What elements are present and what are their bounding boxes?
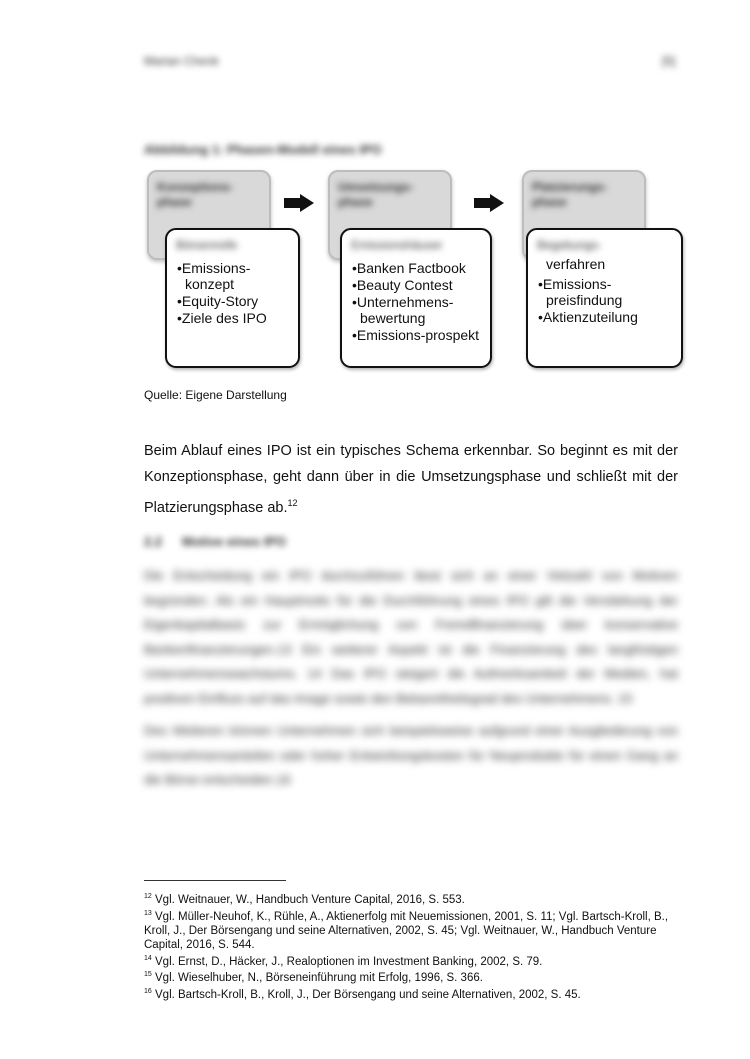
list-item-blurred: Emissionshäuser [351, 238, 443, 252]
phase-title: Konzeptions-phase [157, 180, 233, 209]
list-item: • Banken Factbook [352, 260, 488, 276]
footnote-number: 13 [144, 909, 152, 917]
section-paragraph-1: Die Entscheidung ein IPO durchzuführen lässt sich an einer Vielzahl von Motiven begründen. Als ein Hauptmotiv für die Durchführung eines IPO gilt die Verstärkung der Eigenkapitalbasis zur Ermöglichung von Fremdfinanzierung über konservative Bankenfinanzierungen.13 Ein weiterer Aspekt ist die Finanzierung des langfristigen Unternehmenswachstums. 14 Das IPO steigert die Aufmerksamkeit der Medien, hat positiven Einfluss auf das Image sowie den Bekanntheitsgrad des Unternehmens. 15 [144, 568, 678, 706]
footnote [144, 985, 678, 1002]
phase-content-box-umsetzung [340, 228, 492, 368]
footnote-text: Vgl. Wieselhuber, N., Börseneinführung mit Erfolg, 1996, S. 366. [155, 972, 483, 985]
phase-title: Platzierungs-phase [532, 180, 608, 209]
list-item-continuation: verfahren [546, 256, 606, 272]
list-item: • Equity-Story [177, 293, 295, 309]
footnote [144, 890, 678, 907]
figure-title: Abbildung 1: Phasen-Modell eines IPO [144, 142, 382, 157]
list-item: • Emissions-preisfindung [538, 276, 678, 308]
phase-title: Umsetzungs-phase [338, 180, 414, 209]
phase-item-list [352, 260, 488, 344]
phase-item-list [538, 276, 678, 326]
figure-source: Quelle: Eigene Darstellung [144, 388, 287, 402]
list-item-blurred: Börsenreife [176, 238, 238, 252]
footnote-number: 16 [144, 988, 152, 996]
footnote-text: Vgl. Ernst, D., Häcker, J., Realoptionen im Investment Banking, 2002, S. 79. [155, 955, 543, 968]
list-item: • Emissions-konzept [177, 260, 295, 292]
arrow-right-icon [474, 194, 504, 212]
running-header-author: Marian Chenk [144, 54, 219, 68]
footnote-ref: 12 [287, 498, 298, 508]
footnote-divider [144, 880, 286, 881]
section-heading [144, 534, 286, 549]
list-item-blurred: Begebungs- [537, 238, 602, 252]
footnote-text: Vgl. Weitnauer, W., Handbuch Venture Capital, 2016, S. 553. [155, 893, 465, 906]
section-title: Motive eines IPO [182, 534, 287, 549]
arrow-right-icon [284, 194, 314, 212]
list-item: • Ziele des IPO [177, 310, 295, 326]
list-item: • Beauty Contest [352, 277, 488, 293]
footnote-text: Vgl. Bartsch-Kroll, B., Kroll, J., Der Börsengang und seine Alternativen, 2002, S. 45. [155, 989, 581, 1002]
footnote-text: Vgl. Müller-Neuhof, K., Rühle, A., Aktienerfolg mit Neuemissionen, 2001, S. 11; Vgl. Bartsch-Kroll, B., Kroll, J., Der Börsengang und seine Alternativen, 2002, S. 45; Vgl. Weitnauer, W., Handbuch Venture Capital, 2016, S. 544. [144, 910, 669, 951]
list-item: • Aktienzuteilung [538, 309, 678, 325]
footnote [144, 952, 678, 969]
page-number: [5] [662, 54, 676, 68]
footnote-number: 12 [144, 893, 152, 900]
body-paragraph [144, 438, 678, 521]
phase-content-box-konzeption [165, 228, 300, 368]
footnote [144, 968, 678, 985]
footnote-number: 15 [144, 971, 152, 979]
footnote-number: 14 [144, 954, 152, 962]
list-item: • Emissions-prospekt [352, 327, 488, 343]
paragraph-text: Beim Ablauf eines IPO ist ein typisches Schema erkennbar. So beginnt es mit der Konzeptionsphase, geht dann über in die Umsetzungsphase und schließt mit der Platzierungsphase ab. [144, 443, 678, 516]
phase-content-box-platzierung [526, 228, 683, 368]
section-number: 2.2 [144, 534, 163, 549]
footnotes [144, 890, 678, 1002]
section-paragraph-2: Des Weiteren können Unternehmen sich beispielsweise aufgrund einer Ausgliederung von Unternehmensanteilen oder hoher Entwicklungskosten für Neuprodukte für einen Gang an die Börse entscheiden.16 [144, 723, 678, 787]
list-item: • Unternehmens-bewertung [352, 294, 488, 326]
phase-item-list [177, 260, 295, 327]
footnote [144, 907, 678, 952]
